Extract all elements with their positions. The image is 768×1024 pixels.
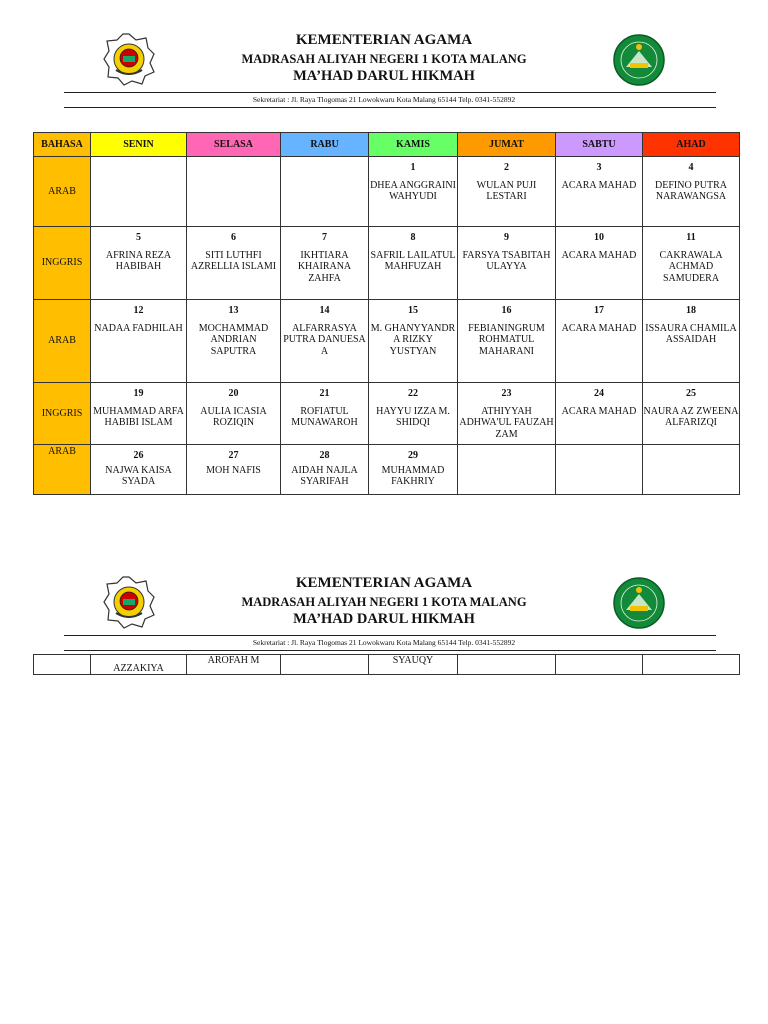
table-row [34, 383, 740, 445]
overflow-cell [643, 655, 740, 675]
header-mahad: MA’HAD DARUL HIKMAH [293, 611, 475, 627]
day-cell: 14 ALFARRASYA PUTRA DANUESA A [281, 300, 369, 383]
table-row [34, 227, 740, 300]
header-ministry: KEMENTERIAN AGAMA [295, 575, 473, 591]
day-cell: 22 HAYYU IZZA M. SHIDQI [369, 383, 458, 445]
table-row [34, 655, 740, 675]
day-cell: 25 NAURA AZ ZWEENA ALFARIZQI [643, 383, 740, 445]
col-header-kamis: KAMIS [369, 133, 458, 157]
day-cell: 6 SITI LUTHFI AZRELLIA ISLAMI [187, 227, 281, 300]
overflow-cell [556, 655, 643, 675]
header-rule-top [64, 635, 716, 636]
table-row [34, 157, 740, 227]
day-cell: 26 NAJWA KAISA SYADA [91, 445, 187, 495]
day-cell: 21 ROFIATUL MUNAWAROH [281, 383, 369, 445]
day-cell: 11 CAKRAWALA ACHMAD SAMUDERA [643, 227, 740, 300]
day-cell [556, 445, 643, 495]
col-header-bahasa: BAHASA [34, 133, 91, 157]
day-cell: 24 ACARA MAHAD [556, 383, 643, 445]
day-cell: 13 MOCHAMMAD ANDRIAN SAPUTRA [187, 300, 281, 383]
header-row [34, 133, 740, 157]
day-cell: 4 DEFINO PUTRA NARAWANGSA [643, 157, 740, 227]
header-address: Sekretariat : Jl. Raya Tlogomas 21 Lowokwaru Kota Malang 65144 Telp. 0341-552892 [252, 95, 516, 104]
day-cell: 2 WULAN PUJI LESTARI [458, 157, 556, 227]
day-cell: 10 ACARA MAHAD [556, 227, 643, 300]
day-cell: 1 DHEA ANGGRAINI WAHYUDI [369, 157, 458, 227]
lang-cell: INGGRIS [34, 383, 91, 445]
day-cell: 19 MUHAMMAD ARFA HABIBI ISLAM [91, 383, 187, 445]
header-mahad: MA’HAD DARUL HIKMAH [293, 68, 475, 84]
day-cell: 8 SAFRIL LAILATUL MAHFUZAH [369, 227, 458, 300]
letterhead-page2 [0, 543, 768, 633]
day-cell: 3 ACARA MAHAD [556, 157, 643, 227]
col-header-rabu: RABU [281, 133, 369, 157]
overflow-table [33, 654, 740, 675]
overflow-cell: AZZAKIYA [91, 655, 187, 675]
table-row [34, 300, 740, 383]
lang-cell: ARAB [34, 157, 91, 227]
schedule-table [33, 132, 740, 495]
col-header-ahad: AHAD [643, 133, 740, 157]
table-row [34, 445, 740, 495]
col-header-jumat: JUMAT [458, 133, 556, 157]
day-cell: 9 FARSYA TSABITAH ULAYYA [458, 227, 556, 300]
day-cell: 27 MOH NAFIS [187, 445, 281, 495]
header-ministry: KEMENTERIAN AGAMA [295, 32, 473, 48]
day-cell [187, 157, 281, 227]
overflow-cell: AROFAH M [187, 655, 281, 675]
day-cell [281, 157, 369, 227]
day-cell: 17 ACARA MAHAD [556, 300, 643, 383]
day-cell: 23 ATHIYYAH ADHWA'UL FAUZAH ZAM [458, 383, 556, 445]
overflow-cell: SYAUQY [369, 655, 458, 675]
lang-cell: ARAB [34, 300, 91, 383]
col-header-selasa: SELASA [187, 133, 281, 157]
lang-cell: INGGRIS [34, 227, 91, 300]
day-cell: 5 AFRINA REZA HABIBAH [91, 227, 187, 300]
col-header-senin: SENIN [91, 133, 187, 157]
day-cell: 12 NADAA FADHILAH [91, 300, 187, 383]
day-cell: 15 M. GHANYYANDR A RIZKY YUSTYAN [369, 300, 458, 383]
day-cell: 28 AIDAH NAJLA SYARIFAH [281, 445, 369, 495]
overflow-cell [458, 655, 556, 675]
header-address: Sekretariat : Jl. Raya Tlogomas 21 Lowokwaru Kota Malang 65144 Telp. 0341-552892 [252, 638, 516, 647]
day-cell: 16 FEBIANINGRUM ROHMATUL MAHARANI [458, 300, 556, 383]
day-cell: 7 IKHTIARA KHAIRANA ZAHFA [281, 227, 369, 300]
day-cell [91, 157, 187, 227]
day-cell [458, 445, 556, 495]
day-cell: 18 ISSAURA CHAMILA ASSAIDAH [643, 300, 740, 383]
header-rule-top [64, 92, 716, 93]
day-cell [643, 445, 740, 495]
header-school: MADRASAH ALIYAH NEGERI 1 KOTA MALANG [241, 52, 527, 66]
lang-cell: ARAB [34, 445, 91, 495]
letterhead-top [0, 0, 768, 90]
day-cell: 29 MUHAMMAD FAKHRIY [369, 445, 458, 495]
overflow-cell [34, 655, 91, 675]
header-school: MADRASAH ALIYAH NEGERI 1 KOTA MALANG [241, 595, 527, 609]
col-header-sabtu: SABTU [556, 133, 643, 157]
overflow-cell [281, 655, 369, 675]
day-cell: 20 AULIA ICASIA ROZIQIN [187, 383, 281, 445]
header-rule-bottom [64, 107, 716, 108]
header-rule-bottom [64, 650, 716, 651]
